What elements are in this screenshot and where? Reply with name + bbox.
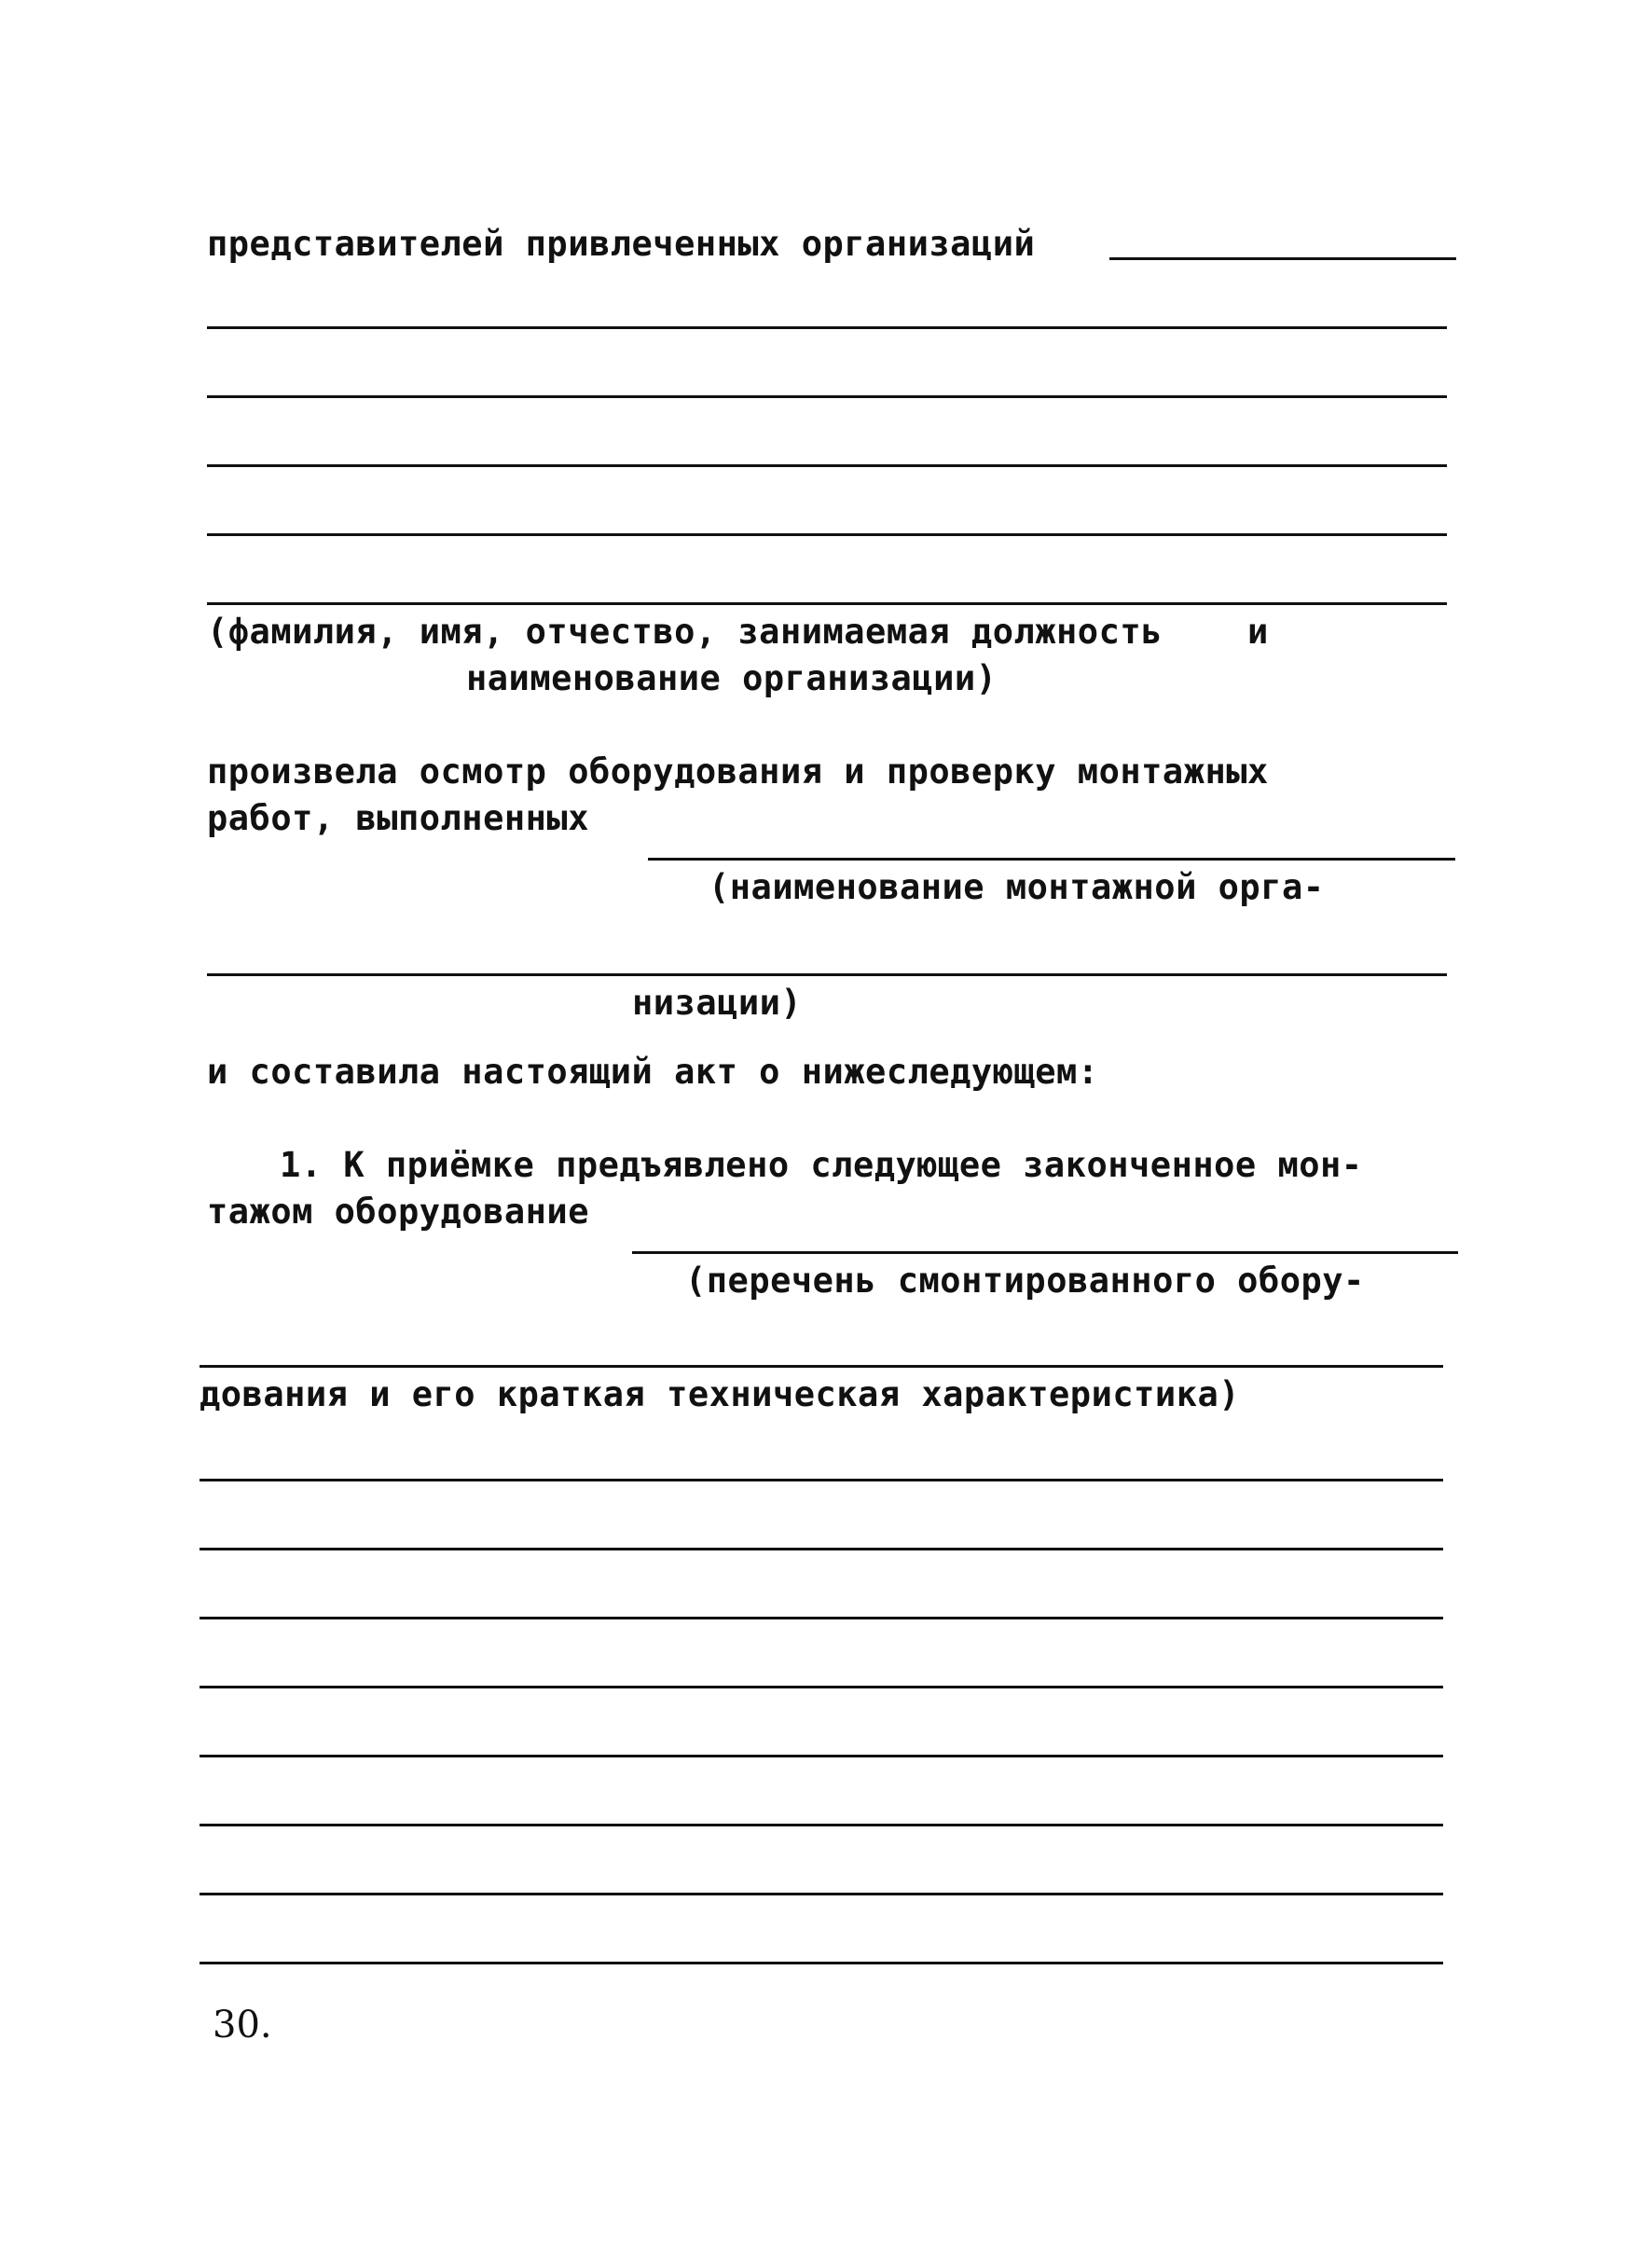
installer-blank-line-2[interactable] (207, 973, 1447, 976)
equipment-caption-continued: дования и его краткая техническая характеристика) (200, 1374, 1241, 1414)
equipment-list-line-4[interactable] (200, 1686, 1443, 1688)
equipment-blank-line[interactable] (632, 1251, 1458, 1254)
installer-caption: (наименование монтажной орга- (709, 867, 1325, 907)
equipment-blank-line-2[interactable] (200, 1365, 1443, 1368)
compiled-act-text: и составила настоящий акт о нижеследующем: (207, 1052, 1099, 1092)
equipment-list-line-7[interactable] (200, 1893, 1443, 1895)
representatives-blank-line-6[interactable] (207, 602, 1447, 605)
representatives-blank-line-4[interactable] (207, 464, 1447, 467)
representatives-blank-line[interactable] (1109, 257, 1456, 260)
representatives-blank-line-2[interactable] (207, 326, 1447, 329)
page-number: 30. (213, 2004, 272, 2046)
representatives-label: представителей привлеченных организаций (207, 224, 1036, 264)
representatives-blank-line-3[interactable] (207, 395, 1447, 398)
inspection-text-line-2: работ, выполненных (207, 798, 589, 838)
representatives-blank-line-5[interactable] (207, 533, 1447, 536)
equipment-list-line-3[interactable] (200, 1617, 1443, 1619)
person-caption: (фамилия, имя, отчество, занимаемая должность и (207, 612, 1269, 652)
equipment-list-line-2[interactable] (200, 1548, 1443, 1550)
equipment-list-line-1[interactable] (200, 1479, 1443, 1481)
person-caption-continued: наименование организации) (466, 658, 998, 698)
item-1-text-line-1: 1. К приёмке предъявлено следующее законченное мон- (280, 1145, 1363, 1185)
equipment-caption: (перечень смонтированного обору- (685, 1261, 1365, 1301)
equipment-list-line-5[interactable] (200, 1755, 1443, 1757)
equipment-list-line-8[interactable] (200, 1962, 1443, 1964)
installer-caption-continued: низации) (632, 983, 803, 1023)
inspection-text-line-1: произвела осмотр оборудования и проверку монтажных (207, 751, 1269, 792)
item-1-text-line-2: тажом оборудование (207, 1192, 589, 1232)
equipment-list-line-6[interactable] (200, 1824, 1443, 1826)
installer-blank-line[interactable] (648, 858, 1455, 861)
